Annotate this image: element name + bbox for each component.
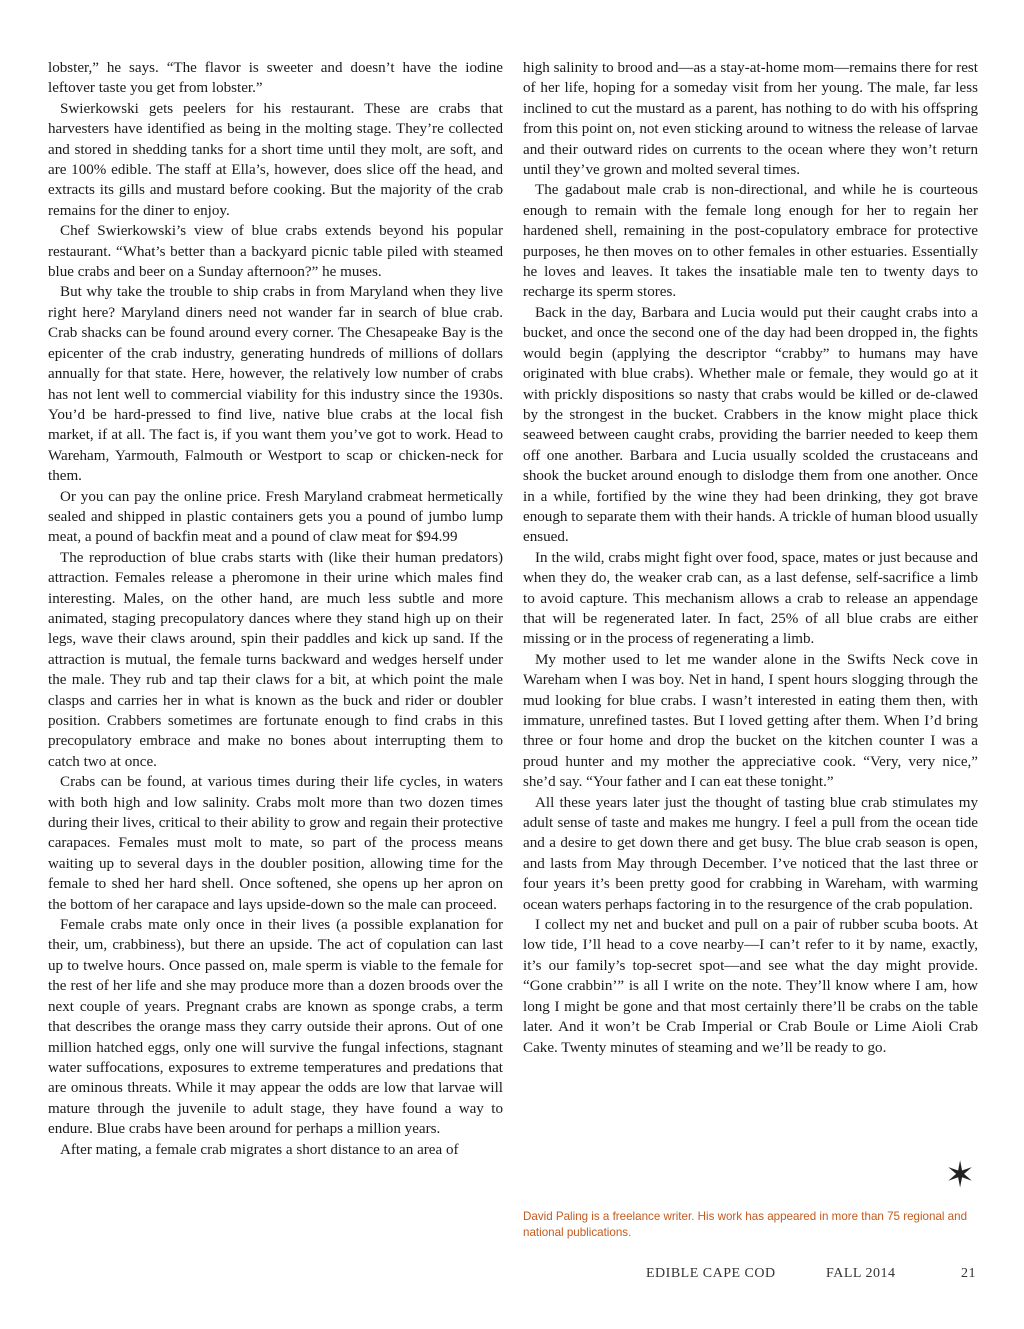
paragraph: My mother used to let me wander alone in the Swifts Neck cove in Wareham when I was boy. Net in hand, I spent hours slogging through the mud looking for blue crabs. I wasn’t interested in eating them then, with immature, unrefined tastes. But I loved getting after them. When I’d bring three or four home and drop the bucket on the kitchen counter I was a proud hunter and my mother the appreciative cook. “Very, very nice,” she’d say. “Your father and I can eat these tonight.” — [523, 651, 978, 791]
paragraph: Female crabs mate only once in their lives (a possible explanation for their, um, crabbiness), but there an upside. The act of copulation can last up to twelve hours. Once passed on, male sperm is viable to the female for the rest of her life and she may produce more than a dozen broods over the next couple of years. Pregnant crabs are known as sponge crabs, a term that describes the orange mass they carry outside their aprons. Out of one million hatched eggs, only one will survive the fungal infections, stagnant water suffocations, exposures to extreme temperatures and predations that are ominous threats. While it may appear the odds are low that larvae will mature through the juvenile to adult stage, they have found a way to endure. Blue crabs have been around for perhaps a million years. — [48, 917, 503, 1138]
page-footer — [0, 1266, 1024, 1286]
end-of-article-icon: ✶ — [945, 1155, 976, 1196]
paragraph: Back in the day, Barbara and Lucia would put their caught crabs into a bucket, and once the second one of the day had been dropped in, the fights would begin (applying the descriptor “crabby” to humans may have originated with blue crabs). Whether male or female, they would go at it with prickly dispositions so nasty that crabs would be killed or de-clawed by the strongest in the bucket. Crabbers in the know might place thick seaweed between caught crabs, providing the barrier needed to keep them off one another. Barbara and Lucia usually scolded the crustaceans and shook the bucket around enough to dislodge them from one another. Once in a while, fortified by the wine they had been drinking, they got brave enough to separate them with their hands. A trickle of human blood usually ensued. — [523, 304, 978, 546]
issue-date: FALL 2014 — [826, 1266, 896, 1281]
paragraph: All these years later just the thought of tasting blue crab stimulates my adult sense of taste and makes me hungry. I feel a pull from the ocean tide and a desire to get down there and get busy. The blue crab season is open, and lasts from May through December. I’ve noticed that the last three or four years it’s been pretty good for crabbing in Wareham, with warming ocean waters perhaps factoring in to the resurgence of the crab population. — [523, 794, 978, 913]
publication-name: EDIBLE CAPE COD — [646, 1266, 776, 1281]
paragraph: But why take the trouble to ship crabs in from Maryland when they live right here? Maryland diners need not wander far in search of blue crab. Crab shacks can be found around every corner. The Chesapeake Bay is the epicenter of the crab industry, generating hundreds of millions of dollars annually for that state. Here, however, the relatively low number of crabs has not lent well to commercial viability for this industry since the 1930s. You’d be hard-pressed to find live, native blue crabs at the local fish market, if at all. The fact is, if you want them you’ve got to work. Head to Wareham, Yarmouth, Falmouth or Westport to scap or chicken-neck for them. — [48, 284, 503, 485]
right-column — [523, 58, 978, 1058]
paragraph: Or you can pay the online price. Fresh Maryland crabmeat hermetically sealed and shipped in plastic containers gets you a pound of jumbo lump meat, a pound of backfin meat and a pound of claw meat for $94.99 — [48, 488, 503, 546]
paragraph: After mating, a female crab migrates a short distance to an area of — [60, 1141, 459, 1158]
author-bio: David Paling is a freelance writer. His work has appeared in more than 75 regional and national publications. — [523, 1210, 968, 1239]
page-number: 21 — [961, 1266, 976, 1281]
paragraph: In the wild, crabs might fight over food, space, mates or just because and when they do, the weaker crab can, as a last defense, self-sacrifice a limb to avoid capture. This mechanism allows a crab to release an appendage that will be regenerated later. In fact, 25% of all blue crabs are either missing or in the process of regenerating a limb. — [523, 549, 978, 648]
left-column — [48, 58, 503, 1160]
paragraph: Swierkowski gets peelers for his restaurant. These are crabs that harvesters have identified as being in the molting stage. They’re collected and stored in shedding tanks for a short time until they molt, are soft, and are 100% edible. The staff at Ella’s, however, does slice off the head, and extracts its gills and mustard before cooking. But the majority of the crab remains for the diner to enjoy. — [48, 100, 503, 219]
paragraph: high salinity to brood and—as a stay-at-home mom—remains there for rest of her life, hoping for a someday visit from her young. The male, far less inclined to cut the mustard as a parent, has nothing to do with his offspring from this point on, not even sticking around to witness the release of larvae and their outward rides on currents to the ocean where they won’t return until they’ve grown and molted several times. — [523, 60, 978, 179]
paragraph: The reproduction of blue crabs starts with (like their human predators) attraction. Females release a pheromone in their urine which males find interesting. Males, on the other hand, are much less subtle and more animated, staging precopulatory dances where they stand high up on their legs, wave their claws around, spin their paddles and kick up sand. If the attraction is mutual, the female turns backward and wedges herself under the male. They rub and tap their claws for a bit, at which point the male clasps and carries her in what is known as the buck and rider or doubler position. Crabbers sometimes are fortunate enough to find crabs in this precopulatory embrace and make no bones about interrupting them to catch two at once. — [48, 549, 503, 770]
paragraph: Crabs can be found, at various times during their life cycles, in waters with both high and low salinity. Crabs molt more than two dozen times during their lives, critical to their ability to grow and regain their protective carapaces. Females must molt to mate, so part of the process means waiting up to several days in the doubler position, allowing time for the female to shed her hard shell. Once softened, she opens up her apron on the bottom of her carapace and lays upside-down so the male can proceed. — [48, 774, 503, 913]
paragraph: Chef Swierkowski’s view of blue crabs extends beyond his popular restaurant. “What’s better than a backyard picnic table piled with steamed blue crabs and beer on a Sunday afternoon?” he muses. — [48, 223, 503, 281]
paragraph: I collect my net and bucket and pull on a pair of rubber scuba boots. At low tide, I’ll head to a cove nearby—I can’t refer to it by name, exactly, it’s our family’s top-secret spot—and see what the day might provide. “Gone crabbin’” is all I write on the note. They’ll know where I am, how long I might be gone and that most certainly there’ll be crabs on the table later. And it won’t be Crab Imperial or Crab Boule or Lime Aioli Crab Cake. Twenty minutes of steaming and we’ll be ready to go. — [523, 917, 978, 1056]
paragraph: lobster,” he says. “The flavor is sweeter and doesn’t have the iodine leftover taste you get from lobster.” — [48, 60, 503, 97]
paragraph: The gadabout male crab is non-directional, and while he is courteous enough to remain with the female long enough for her to regain her hardened shell, remaining in the post-copulatory embrace for protective purposes, he then moves on to other females in other estuaries. Essentially he loves and leaves. It takes the insatiable male ten to twenty days to recharge its sperm stores. — [523, 182, 978, 301]
